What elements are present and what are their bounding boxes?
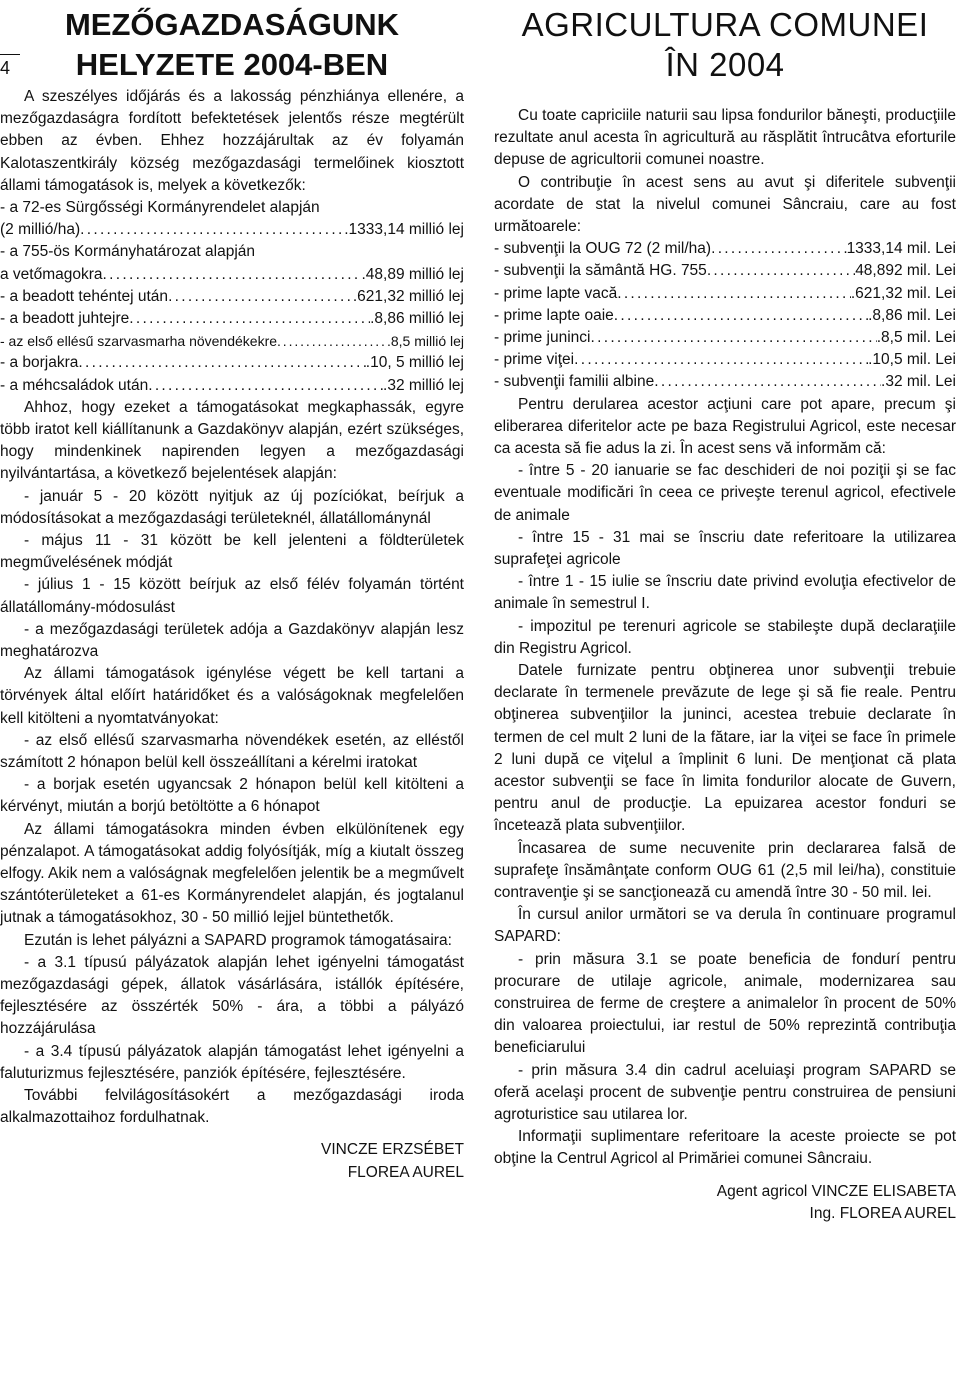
subsidy-value: .8,86 mil. Lei: [868, 306, 956, 324]
subsidy-row: [494, 349, 956, 371]
body-paragraph: - május 11 - 31 között be kell jelenteni a földterületek megművelésének módját: [0, 531, 464, 572]
title-line-1: AGRICULTURA COMUNEI: [521, 6, 929, 43]
body-paragraph: - prin măsura 3.1 se poate beneficia de fondurí pentru procurare de utilaje agricole, animale, modernizarea sau construirea de ferme de creştere a animalelor în procent de 50% din valoarea proiectului, iar restul de 50% reprezintă contribuţia beneficiarului: [494, 950, 956, 1057]
subsidy-value: .8,5 millió lej: [386, 333, 464, 350]
signature-line-2: Ing. FLOREA AUREL: [809, 1204, 956, 1222]
body-paragraph: További felvilágosításokért a mezőgazdasági iroda alkalmazottaihoz fordulhatnak.: [0, 1087, 464, 1127]
subsidy-label: (2 millió/ha): [0, 221, 81, 239]
subsidy-label: - prime lapte oaie: [494, 306, 614, 324]
leader-dots: [654, 371, 881, 393]
subsidy-label: - subvenţii familii albine: [494, 373, 655, 391]
body-paragraph: Az állami támogatások igénylése végett be kell tartani a törvények által előírt határidőket és a valóságoknak megfelelően kell kitölteni a nyomtatványokat:: [0, 665, 464, 727]
article-body-hu: [0, 86, 464, 1184]
subsidy-row: [0, 219, 464, 241]
subsidy-label: - az első ellésű szarvasmarha növendékekre: [0, 333, 278, 350]
subsidy-value: .10, 5 millió lej: [365, 354, 464, 372]
leader-dots: [574, 349, 868, 371]
body-paragraph: - július 1 - 15 között beírjuk az első félév folyamán történt állatállomány-módosulást: [0, 576, 464, 616]
subsidy-value: .48,89 millió lej: [361, 265, 464, 283]
body-paragraph: Încasarea de sume necuvenite prin declararea falsă de suprafeţe însămânţate conform OUG 61 (2,5 mil lei/ha), constituie contravenţie şi se sancţionează cu amendă între 30 - 50 mil. lei.: [494, 839, 956, 901]
leader-dots: [103, 264, 362, 286]
subsidy-label: - prime viţei: [494, 351, 575, 369]
subsidy-row: [0, 308, 464, 330]
subsidy-label: - a beadott tehéntej után: [0, 287, 169, 305]
signature-line-1: Agent agricol VINCZE ELISABETA: [716, 1182, 956, 1200]
subsidy-row: [494, 371, 956, 393]
leader-dots: [617, 283, 851, 305]
subsidy-value: .1333,14 millió lej: [344, 221, 464, 239]
body-paragraph: - a borjak esetén ugyancsak 2 hónapon belül kell kitölteni a kérvényt, miután a borjú betöltötte a 6 hónapot: [0, 776, 464, 816]
body-paragraph: - impozitul pe terenuri agricole se stabileşte după declaraţiile din Registru Agricol.: [494, 617, 956, 657]
body-paragraph: Informaţii suplimentare referitoare la aceste proiecte se pot obţine la Centrul Agricol al Primăriei comunei Sâncraiu.: [494, 1128, 956, 1168]
subsidy-label: - a borjakra: [0, 354, 79, 372]
body-paragraph: - între 5 - 20 ianuarie se fac deschideri de noi poziţii şi se fac eventuale modificări în ceea ce priveşte terenul agricol, efectivele de animale: [494, 462, 956, 524]
subsidy-row: [494, 238, 956, 260]
body-paragraph: În cursul anilor următori se va derula în continuare programul SAPARD:: [494, 906, 956, 946]
body-paragraph: - a 3.1 típusú pályázatok alapján lehet igényelni támogatást mezőgazdasági gépek, állatok vásárlására, istállók építésére, fejlesztésére az összérték 50% - ára, a többi a pályázó hozzájárulása: [0, 953, 464, 1038]
body-paragraph: - între 15 - 31 mai se înscriu date referitoare la utilizarea suprafeţei agricole: [494, 528, 956, 568]
subsidy-label: - subvenţii la OUG 72 (2 mil/ha): [494, 240, 712, 258]
subsidy-label: - a 755-ös Kormányhatározat alapján: [0, 243, 256, 261]
body-paragraph: Az állami támogatásokra minden évben elkülönítenek egy pénzalapot. A támogatásokat addig folyósítják, míg a kiutalt összeg elfogy. Akik nem a valóságnak megfelelően jelentik be a megművelt szántóterületeket a 61-es Kormányrendelet alapján, és jogtalanul jutnak a támogatásokhoz, 30 - 50 millió lejjel büntethetők.: [0, 820, 464, 927]
list-lead: - a 72-es Sürgősségi Kormányrendelet alapján: [0, 199, 320, 217]
subsidy-value: 48,892 mil. Lei: [855, 262, 956, 280]
leader-dots: [614, 305, 868, 327]
body-paragraph: Datele furnizate pentru obţinerea unor subvenţii trebuie declarate în termenele prevăzute de lege şi să fie reale. Pentru obţinerea subvenţiilor la juninci, acestea trebuie declarate în termen de cel mult 2 luni de la fătare, iar la viţei se face în primele 2 luni după ce viţelul a împlinit 6 luni. De menţionat că plata acestor subvenţii se face în limita fondurilor alocate de Guvern, pentru anul de producţie. La epuizarea acestor fonduri se încetează plata subvenţiilor.: [494, 661, 956, 835]
body-paragraph: - a 3.4 típusú pályázatok alapján támogatást lehet igényelni a faluturizmus fejlesztésére, panziók építésére, fejlesztésére.: [0, 1042, 464, 1082]
signature-line-2: FLOREA AUREL: [347, 1163, 464, 1181]
leader-dots: [711, 238, 846, 260]
body-paragraph: - între 1 - 15 iulie se înscriu date privind evoluţia efectivelor de animale în semestrul I.: [494, 573, 956, 613]
title-line-1: MEZŐGAZDASÁGUNK: [64, 7, 400, 42]
page-number: 4: [0, 58, 11, 78]
subsidy-row: [494, 260, 956, 282]
leader-dots: [277, 330, 387, 352]
body-paragraph: - az első ellésű szarvasmarha növendékek esetén, az elléstől számított 2 hónapon belül kell összeállítani a kérelmi iratokat: [0, 731, 464, 771]
intro-paragraph: A szeszélyes időjárás és a lakosság pénzhiánya ellenére, a mezőgazdaságra fordított befektetések jelentős része megtérült ebben az évben. Ehhez hozzájárultak az év folyamán Kalotaszentkirály község mezőgazdasági termelőinek kiosztott állami támogatások is, melyek a következők:: [0, 88, 464, 194]
subsidy-label: - prime juninci: [494, 328, 591, 346]
body-paragraph: Ahhoz, hogy ezeket a támogatásokat megkaphassák, egyre több iratot kell kiállítanunk a Gazdakönyv alapján, ezért szükséges, hogy mindenkinek napirenden legyen a mezőgazdasági nyilvántartása, a következő bejelentések alapján:: [0, 398, 464, 483]
subsidy-value: .8,5 mil. Lei: [876, 328, 956, 346]
body-paragraph: - a mezőgazdasági területek adója a Gazdakönyv alapján lesz meghatározva: [0, 620, 464, 660]
intro-paragraph: O contribuţie în acest sens au avut şi diferitele subvenţii acordate de stat la nivelul comunei Sâncraiu, care au fost următoarele:: [494, 173, 956, 236]
subsidy-row: [0, 352, 464, 374]
subsidy-value: .8,86 millió lej: [370, 309, 464, 327]
subsidy-value: .10,5 mil. Lei: [868, 351, 956, 369]
subsidy-label: - a méhcsaládok után: [0, 376, 149, 394]
article-body-ro: [494, 105, 956, 1225]
subsidy-label: - subvenţii la sământă HG. 755: [494, 262, 707, 280]
subsidy-value: .32 mil. Lei: [881, 373, 956, 391]
subsidy-label: a vetőmagokra: [0, 265, 103, 283]
subsidy-row: [0, 375, 464, 397]
leader-dots: [168, 286, 353, 308]
subsidy-label: - prime lapte vacă: [494, 284, 618, 302]
signature-line-1: VINCZE ERZSÉBET: [321, 1141, 464, 1159]
subsidy-row: [494, 327, 956, 349]
subsidy-row: [494, 305, 956, 327]
leader-dots: [129, 308, 370, 330]
title-line-2: HELYZETE 2004-BEN: [75, 47, 389, 82]
subsidy-label: - a beadott juhtejre: [0, 309, 130, 327]
article-hungarian: [0, 0, 464, 1181]
leader-dots: [78, 352, 365, 374]
subsidy-value: .621,32 millió lej: [352, 287, 464, 305]
subsidy-value: .32 millió lej: [383, 376, 464, 394]
article-title-hu: [0, 0, 464, 85]
body-paragraph: Pentru derularea acestor acţiuni care pot apare, precum şi eliberarea diferitelor acte pe baza Registrului Agricol, este necesar ca acesta să fie adus la zi. În acest sens vă informăm că:: [494, 395, 956, 457]
subsidy-value: .621,32 mil. Lei: [850, 284, 956, 302]
body-paragraph: Ezután is lehet pályázni a SAPARD programok támogatásaira:: [24, 931, 452, 949]
subsidy-row: [494, 283, 956, 305]
subsidy-row: [0, 286, 464, 308]
leader-dots: [707, 260, 855, 282]
article-romanian: [494, 0, 956, 1222]
body-paragraph: - január 5 - 20 között nyitjuk az új pozíciókat, beírjuk a módosításokat a mezőgazdasági területeknél, állatállománynál: [0, 487, 464, 527]
subsidy-row: [0, 330, 464, 352]
leader-dots: [148, 375, 383, 397]
subsidy-value: 1333,14 mil. Lei: [846, 240, 956, 258]
leader-dots: [80, 219, 344, 241]
body-paragraph: - prin măsura 3.4 din cadrul aceluiaşi program SAPARD se oferă acelaşi procent de subvenţie pentru construirea de pensiuni agroturistice sau utilarea lor.: [494, 1061, 956, 1124]
title-line-2: ÎN 2004: [665, 46, 785, 83]
article-title-ro: [494, 0, 956, 85]
subsidy-row: [0, 264, 464, 286]
leader-dots: [590, 327, 876, 349]
intro-paragraph: Cu toate capriciile naturii sau lipsa fondurilor băneşti, producţiile rezultate anul acesta în agricultură au răsplătit întrucâtva eforturile depuse de agricultorii comunei noastre.: [494, 107, 956, 169]
page-number-rule: [0, 54, 20, 55]
